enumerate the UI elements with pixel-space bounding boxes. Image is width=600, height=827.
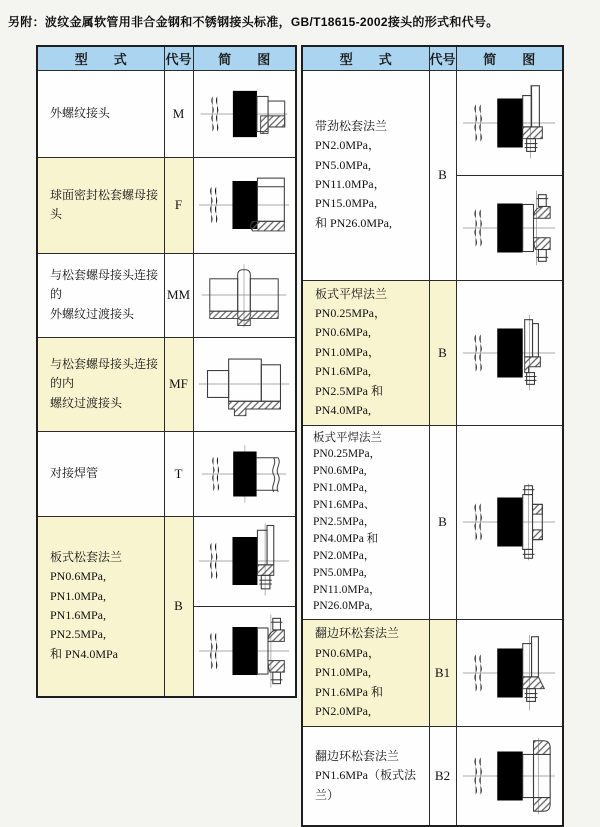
plate-weld-flange-bolted-diagram xyxy=(460,476,558,568)
type-cell xyxy=(302,620,429,726)
code-cell: B xyxy=(429,280,456,425)
diagram-cell xyxy=(456,620,563,726)
type-cell xyxy=(302,280,429,425)
type-line: PN0.6MPa, PN1.0MPa, xyxy=(50,569,107,603)
diagram-cell xyxy=(193,431,296,516)
type-cell xyxy=(302,726,429,826)
type-line: 板式松套法兰 xyxy=(50,549,123,564)
code-cell: MM xyxy=(164,253,193,337)
type-line: 翻边环松套法兰 xyxy=(315,748,400,763)
fittings-table-right xyxy=(301,45,564,827)
external-thread-fitting-diagram xyxy=(196,77,292,151)
type-line: PN2.0MPa，PN5.0MPa, xyxy=(313,549,376,579)
type-line: PN1.6MPa（板式法兰） xyxy=(315,768,417,802)
type-cell xyxy=(37,70,164,157)
type-line: 对接焊管 xyxy=(50,465,99,480)
table-row xyxy=(302,280,563,425)
code-cell: M xyxy=(164,70,193,157)
header-diagram: 简 图 xyxy=(456,46,563,70)
type-line: PN2.5MPa，PN4.0MPa 和 xyxy=(313,516,379,545)
header-code: 代号 xyxy=(164,46,193,70)
table-row xyxy=(37,253,296,337)
diagram-cell xyxy=(193,337,296,431)
header-type: 型 式 xyxy=(37,46,164,70)
spherical-seal-loose-nut-fitting-diagram xyxy=(196,166,292,244)
type-line: PN1.0MPa，PN1.6MPa, xyxy=(315,344,381,379)
butt-weld-pipe-diagram xyxy=(196,438,292,510)
type-line: 与松套螺母接头连接的内 xyxy=(50,356,159,391)
code-cell: B xyxy=(164,516,193,697)
fittings-table-left xyxy=(36,45,297,698)
plate-loose-flange-stem-diagram xyxy=(196,521,292,601)
code-cell: B xyxy=(429,70,456,280)
diagram-cell xyxy=(193,253,296,337)
table-row xyxy=(37,337,296,431)
header-diagram: 简 图 xyxy=(193,46,296,70)
code-cell: B2 xyxy=(429,726,456,826)
necked-loose-flange-collar-diagram xyxy=(460,182,558,274)
table-row xyxy=(37,157,296,253)
diagram-sub-cell xyxy=(457,71,563,176)
type-cell xyxy=(37,337,164,431)
necked-loose-flange-stem-diagram xyxy=(460,77,558,169)
type-line: 翻边环松套法兰 xyxy=(315,626,400,641)
type-line: 板式平焊法兰 xyxy=(315,286,388,301)
type-line: 和 PN26.0MPa, xyxy=(315,215,393,230)
code-cell: MF xyxy=(164,337,193,431)
type-line: PN0.6MPa，PN1.0MPa, xyxy=(315,645,381,680)
type-cell xyxy=(37,157,164,253)
diagram-cell xyxy=(456,280,563,425)
table-row xyxy=(302,70,563,280)
table-row xyxy=(37,516,296,697)
header-type: 型 式 xyxy=(302,46,429,70)
diagram-cell xyxy=(456,425,563,620)
type-line: PN1.6MPa 和 PN2.0MPa, xyxy=(315,684,384,719)
type-line: 外螺纹接头 xyxy=(50,105,111,120)
type-line: 与松套螺母接头连接的 xyxy=(50,267,159,302)
type-cell xyxy=(37,253,164,337)
type-cell xyxy=(302,70,429,280)
code-cell: B xyxy=(429,425,456,620)
type-line: 板式平焊法兰 xyxy=(313,431,382,444)
header-code: 代号 xyxy=(429,46,456,70)
code-cell: B1 xyxy=(429,620,456,726)
female-thread-adapter-diagram xyxy=(196,345,292,423)
table-row xyxy=(302,425,563,620)
type-cell xyxy=(37,431,164,516)
diagram-sub-cell xyxy=(457,176,563,280)
type-line: 螺纹过渡接头 xyxy=(50,395,123,410)
type-line: PN2.5MPa 和 PN4.0MPa, xyxy=(315,383,384,418)
page-title: 另附：波纹金属软管用非合金钢和不锈钢接头标准，GB/T18615-2002接头的形式和代号。 xyxy=(8,15,499,29)
diagram-cell xyxy=(193,70,296,157)
type-cell xyxy=(37,516,164,697)
type-cell xyxy=(302,425,429,620)
diagram-cell xyxy=(456,726,563,826)
flared-ring-loose-flange-diagram xyxy=(460,630,558,716)
flared-ring-loose-flange-plate-diagram xyxy=(460,734,558,818)
diagram-cell xyxy=(193,516,296,697)
diagram-cell xyxy=(456,70,563,280)
type-line: PN2.0MPa，PN5.0MPa, xyxy=(315,138,381,172)
code-cell: F xyxy=(164,157,193,253)
type-line: PN11.0MPa，PN15.0MPa, xyxy=(315,177,386,211)
table-row xyxy=(302,726,563,826)
male-thread-adapter-diagram xyxy=(196,259,292,331)
diagram-sub-cell xyxy=(194,517,296,607)
diagram-cell xyxy=(193,157,296,253)
type-line: 外螺纹过渡接头 xyxy=(50,306,135,321)
type-line: 带劲松套法兰 xyxy=(315,118,388,133)
type-line: PN11.0MPa，PN26.0MPa, xyxy=(313,583,381,613)
code-cell: T xyxy=(164,431,193,516)
type-line: PN1.6MPa, PN2.5MPa, xyxy=(50,608,107,642)
type-line: PN0.25MPa，PN0.6MPa, xyxy=(315,305,387,340)
type-line: 和 PN4.0MPa xyxy=(50,646,119,661)
plate-loose-flange-collar-diagram xyxy=(196,611,292,691)
plate-weld-flange-diagram xyxy=(460,309,558,397)
table-row xyxy=(302,620,563,726)
type-line: 球面密封松套螺母接头 xyxy=(50,187,159,221)
type-line: PN0.25MPa，PN0.6MPa, xyxy=(313,448,382,478)
table-row xyxy=(37,70,296,157)
type-line: PN1.0MPa，PN1.6MPa、 xyxy=(313,482,376,512)
table-row xyxy=(37,431,296,516)
diagram-sub-cell xyxy=(194,607,296,696)
